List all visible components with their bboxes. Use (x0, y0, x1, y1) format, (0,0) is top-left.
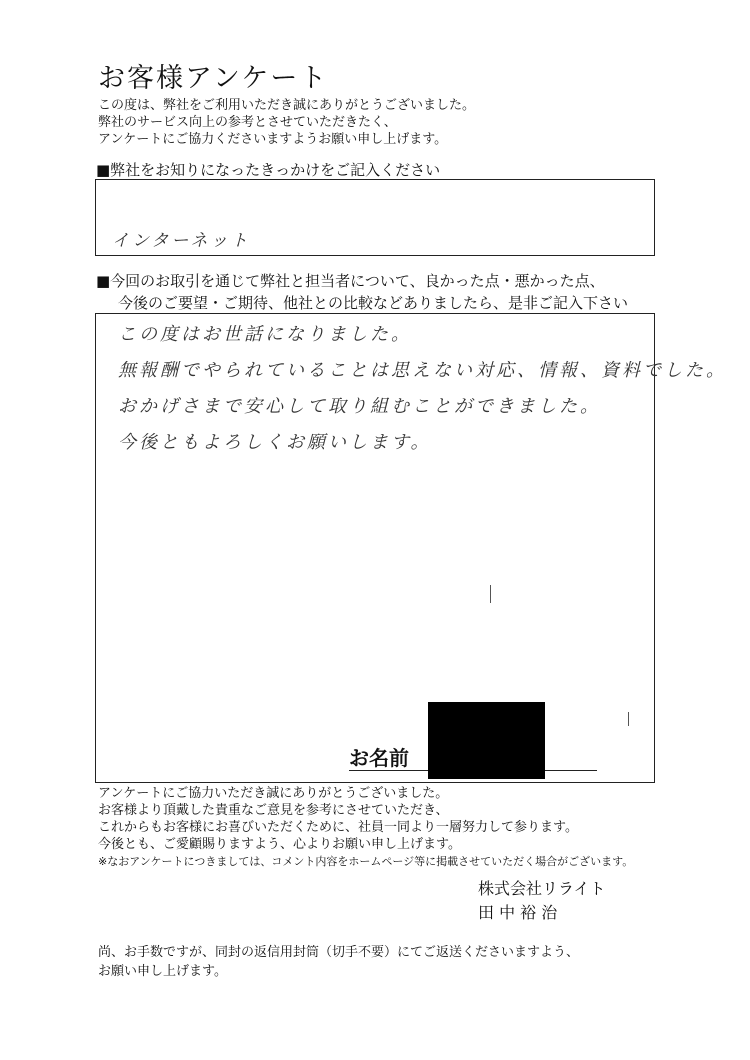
question2-label (96, 270, 628, 314)
question2-answer (118, 317, 727, 461)
intro-line: アンケートにご協力くださいますようお願い申し上げます。 (98, 132, 448, 147)
company-signature (478, 877, 606, 925)
pen-mark (628, 712, 629, 726)
thanks-line: お客様より頂戴した貴重なご意見を参考にさせていただき、 (98, 803, 449, 818)
name-label: お名前 (349, 746, 409, 770)
redacted-name (428, 702, 545, 779)
thanks-note: ※なおアンケートにつきましては、コメント内容をホームページ等に掲載させていただく場合がございます。 (98, 855, 634, 868)
answer-line: この度はお世話になりました。 (118, 324, 412, 345)
thanks-line: これからもお客様にお喜びいただくために、社員一同より一層努力して参ります。 (98, 820, 578, 835)
question1-label: ■弊社をお知りになったきっかけをご記入ください (96, 161, 441, 179)
answer-line: 無報酬でやられていることは思えない対応、情報、資料でした。 (118, 360, 727, 381)
closing-line: お願い申し上げます。 (98, 964, 227, 979)
thanks-line: アンケートにご協力いただき誠にありがとうございました。 (98, 786, 449, 801)
answer-line: 今後ともよろしくお願いします。 (118, 432, 432, 453)
company-name: 株式会社リライト (478, 879, 606, 898)
page-title: お客様アンケート (98, 63, 329, 94)
question2-label-line: 今後のご要望・ご期待、他社との比較などありましたら、是非ご記入下さい (118, 294, 629, 312)
intro-line: この度は、弊社をご利用いただき誠にありがとうございました。 (98, 98, 476, 113)
closing-line: 尚、お手数ですが、同封の返信用封筒（切手不要）にてご返送くださいますよう、 (98, 945, 580, 960)
thanks-line: 今後とも、ご愛顧賜りますよう、心よりお願い申し上げます。 (98, 837, 461, 852)
question1-answer: インターネット (112, 231, 251, 251)
closing-text (98, 943, 579, 981)
company-person: 田 中 裕 治 (478, 903, 558, 922)
thanks-text (98, 785, 633, 870)
intro-text (98, 97, 475, 148)
answer-line: おかげさまで安心して取り組むことができました。 (118, 396, 601, 417)
pen-mark (490, 585, 491, 603)
question2-label-line: ■今回のお取引を通じて弊社と担当者について、良かった点・悪かった点、 (96, 272, 605, 290)
intro-line: 弊社のサービス向上の参考とさせていただきたく、 (98, 115, 397, 130)
